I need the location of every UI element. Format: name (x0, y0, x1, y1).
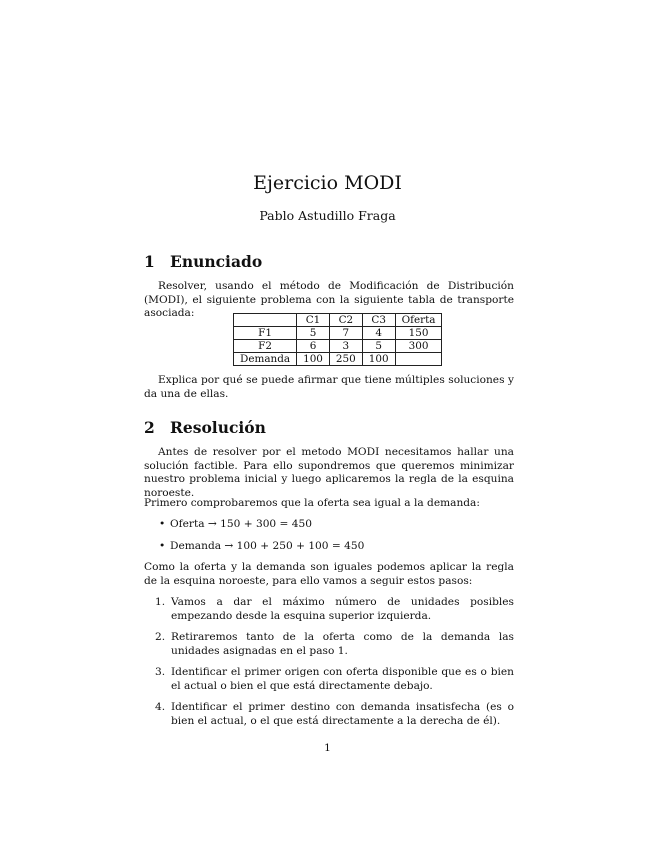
section-heading-enunciado (144, 252, 262, 271)
table-cell: Oferta (395, 314, 442, 327)
step-text: Vamos a dar el máximo número de unidades posibles empezando desde la esquina superior izquierda. (171, 596, 514, 622)
table-cell: 150 (395, 327, 442, 340)
step-text: Identificar el primer origen con oferta disponible que es o bien el actual o bien el que está directamente debajo. (171, 666, 514, 692)
table-cell: Demanda (234, 353, 297, 366)
list-item: • Oferta → 150 + 300 = 450 (144, 518, 514, 540)
table-cell: 250 (329, 353, 362, 366)
table-cell: 5 (297, 327, 330, 340)
table-row (234, 353, 442, 366)
section-number: 1 (144, 252, 155, 271)
list-item: • Demanda → 100 + 250 + 100 = 450 (144, 540, 514, 562)
document-title: Ejercicio MODI (253, 172, 402, 194)
table-cell: 6 (297, 340, 330, 353)
author: Pablo Astudillo Fraga (259, 208, 396, 223)
table-cell: C3 (362, 314, 395, 327)
list-item (144, 596, 514, 623)
table-cell: 5 (362, 340, 395, 353)
table-cell: C1 (297, 314, 330, 327)
table-cell: 3 (329, 340, 362, 353)
list-item (144, 666, 514, 693)
step-text: Identificar el primer destino con demanda insatisfecha (es o bien el actual, o el que está directamente a la derecha de él). (171, 701, 514, 727)
section-heading-resolucion (144, 418, 266, 437)
table-cell: 4 (362, 327, 395, 340)
table-cell: 100 (297, 353, 330, 366)
step-number: 3. (155, 666, 166, 678)
table-cell (395, 353, 442, 366)
table-cell: F1 (234, 327, 297, 340)
step-number: 4. (155, 701, 166, 713)
table-cell (234, 314, 297, 327)
step-number: 2. (155, 631, 166, 643)
table-cell: C2 (329, 314, 362, 327)
table-row (234, 340, 442, 353)
table-cell: 100 (362, 353, 395, 366)
enunciado-paragraph: Resolver, usando el método de Modificación de Distribución (MODI), el siguiente problema con la siguiente tabla de transporte asociada: (144, 280, 514, 319)
question-paragraph: Explica por qué se puede afirmar que tiene múltiples soluciones y da una de ellas. (144, 374, 514, 400)
step-number: 1. (155, 596, 166, 608)
transport-table (233, 313, 442, 366)
page-number: 1 (324, 742, 331, 754)
bullet-list (144, 518, 514, 562)
steps-list (144, 596, 514, 736)
table-cell: F2 (234, 340, 297, 353)
section-number: 2 (144, 418, 155, 437)
list-item (144, 701, 514, 728)
table-cell: 300 (395, 340, 442, 353)
section-title: Enunciado (170, 252, 263, 271)
table-row (234, 327, 442, 340)
step-text: Retiraremos tanto de la oferta como de la demanda las unidades asignadas en el paso 1. (171, 631, 514, 657)
list-item (144, 631, 514, 658)
check-paragraph: Primero comprobaremos que la oferta sea igual a la demanda: (144, 497, 480, 509)
section-title: Resolución (170, 418, 266, 437)
resolucion-intro-paragraph: Antes de resolver por el metodo MODI necesitamos hallar una solución factible. Para ello supondremos que queremos minimizar nuestro problema inicial y luego aplicaremos la regla de la esquina noroeste. (144, 446, 514, 499)
equal-paragraph: Como la oferta y la demanda son iguales podemos aplicar la regla de la esquina noroeste, para ello vamos a seguir estos pasos: (144, 561, 514, 587)
table-header-row (234, 314, 442, 327)
table-cell: 7 (329, 327, 362, 340)
